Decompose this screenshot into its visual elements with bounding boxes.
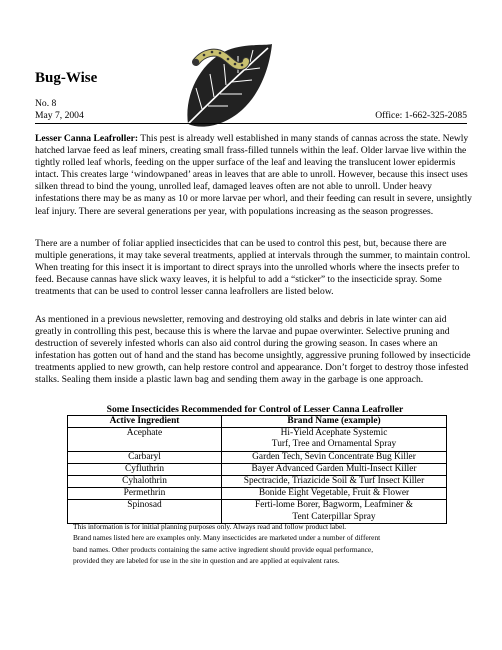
table-header-row	[68, 416, 447, 428]
paragraph-leafroller-description	[35, 133, 475, 218]
issue-date: May 7, 2004	[35, 110, 84, 121]
footnote-line: Brand names listed here are examples only. Many insecticides are marketed under a number of different	[73, 533, 381, 543]
table-row	[68, 463, 447, 475]
brand-name-cell: Bayer Advanced Garden Multi-Insect Killer	[222, 463, 447, 475]
table-row	[68, 500, 447, 512]
table-row	[68, 488, 447, 500]
table-title: Some Insecticides Recommended for Control of Lesser Canna Leafroller	[106, 404, 404, 415]
header-divider	[35, 123, 467, 124]
table-row	[68, 451, 447, 463]
table-footnotes	[73, 521, 473, 566]
table-row	[68, 428, 447, 440]
brand-name-cell: Garden Tech, Sevin Concentrate Bug Killer	[222, 451, 447, 463]
brand-name-cell: Ferti-lome Borer, Bagworm, Leafminer &	[222, 500, 447, 512]
footnote-line: band names. Other products containing the same active ingredient should provide equal performance,	[73, 544, 374, 554]
issue-number: No. 8	[35, 98, 57, 109]
insecticide-table	[67, 415, 447, 524]
footnote-line: provided they are labeled for use in the site in question and are applied at equivalent rates.	[73, 555, 340, 565]
column-header: Brand Name (example)	[222, 416, 447, 428]
active-ingredient-cell: Cyhalothrin	[68, 476, 222, 488]
active-ingredient-cell: Acephate	[68, 428, 222, 451]
paragraph-cultural-control: As mentioned in a previous newsletter, removing and destroying old stalks and debris in late winter can aid greatly in controlling this pest, because this is where the larvae and pupae overwinter. Selective pruning and destruction of severely infested whorls can also aid control during the growing season. In cases where an infestation has gotten out of hand and the stand has become unsightly, aggressive pruning followed by insecticide treatments applied to new growth, can help restore control and appearance. Don’t forget to destroy those infested stalks. Sealing them inside a plastic lawn bag and sending them away in the garbage is one approach.	[35, 314, 471, 386]
active-ingredient-cell: Cyfluthrin	[68, 463, 222, 475]
brand-name-cell: Turf, Tree and Ornamental Spray	[222, 439, 447, 451]
active-ingredient-cell: Carbaryl	[68, 451, 222, 463]
brand-name-cell: Spectracide, Triazicide Soil & Turf Insect Killer	[222, 476, 447, 488]
newsletter-title: Bug-Wise	[35, 70, 98, 86]
paragraph-text: This pest is already well established in many stands of cannas across the state. Newly hatched larvae feed as leaf miners, creating small frass-filled tunnels within the leaf. Older larvae live within the tightly rolled leaf whorls, feeding on the upper surface of the leaf and leaving the translucent lower epidermis intact. This creates large ‘windowpaned’ areas in leaves that are able to unroll. However, because this insect uses silken thread to bind the young, unrolled leaf, damaged leaves often are not able to unroll. Under heavy infestations there may be as many as 10 or more larvae per whorl, and their feeding can result in severe, unsightly leaf injury. There are several generations per year, with populations increasing as the season progresses.	[35, 133, 472, 217]
paragraph-insecticides: There are a number of foliar applied insecticides that can be used to control this pest, but, because there are multiple generations, it may take several treatments, applied at intervals through the summer, to maintain control. When treating for this insect it is important to direct sprays into the unrolled whorls where the insects prefer to feed. Because cannas have slick waxy leaves, it is helpful to add a “sticker” to the insecticide spray. Some treatments that can be used to control lesser canna leafrollers are listed below.	[35, 238, 471, 298]
active-ingredient-cell: Permethrin	[68, 488, 222, 500]
active-ingredient-cell: Spinosad	[68, 500, 222, 523]
footnote-line: This information is for initial planning purposes only. Always read and follow product label.	[73, 522, 347, 531]
brand-name-cell: Hi-Yield Acephate Systemic	[222, 428, 447, 440]
table-row	[68, 476, 447, 488]
leaf-with-caterpillar-icon	[180, 40, 276, 132]
brand-name-cell: Tent Caterpillar Spray	[222, 512, 447, 524]
office-phone: Office: 1-662-325-2085	[375, 110, 467, 121]
brand-name-cell: Bonide Eight Vegetable, Fruit & Flower	[222, 488, 447, 500]
column-header: Active Ingredient	[68, 416, 222, 428]
paragraph-lead-heading: Lesser Canna Leafroller:	[35, 133, 139, 144]
